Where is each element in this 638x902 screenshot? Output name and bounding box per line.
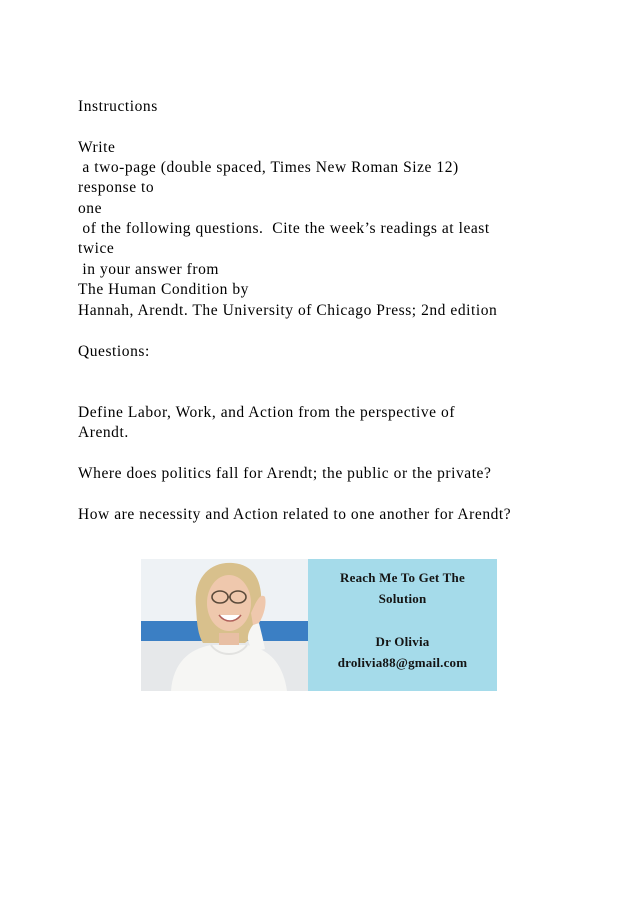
tutor-photo [141,559,308,691]
instruction-line: a two-page (double spaced, Times New Roman Size 12) [78,159,459,176]
instruction-line: one [78,200,103,217]
instruction-line: The Human Condition by [78,281,249,298]
question-line: Define Labor, Work, and Action from the perspective of [78,404,456,421]
instruction-line: response to [78,179,155,196]
instruction-line: of the following questions. Cite the week’s readings at least [78,220,490,237]
promo-subheadline: Solution [378,591,427,606]
instructions-heading: Instructions [78,98,158,115]
question-line: How are necessity and Action related to one another for Arendt? [78,506,512,523]
question-line: Arendt. [78,424,129,441]
instruction-line: twice [78,240,115,257]
promo-headline: Reach Me To Get The [340,570,465,585]
questions-label: Questions: [78,343,150,360]
promo-email[interactable]: drolivia88@gmail.com [337,655,468,670]
promo-name: Dr Olivia [375,634,430,649]
promo-panel [308,559,497,691]
promo-banner [141,559,497,691]
instruction-line: Write [78,139,116,156]
question-line: Where does politics fall for Arendt; the public or the private? [78,465,492,482]
tutor-photo-illustration [141,559,308,691]
instruction-line: in your answer from [78,261,219,278]
instruction-line: Hannah, Arendt. The University of Chicago Press; 2nd edition [78,302,498,319]
